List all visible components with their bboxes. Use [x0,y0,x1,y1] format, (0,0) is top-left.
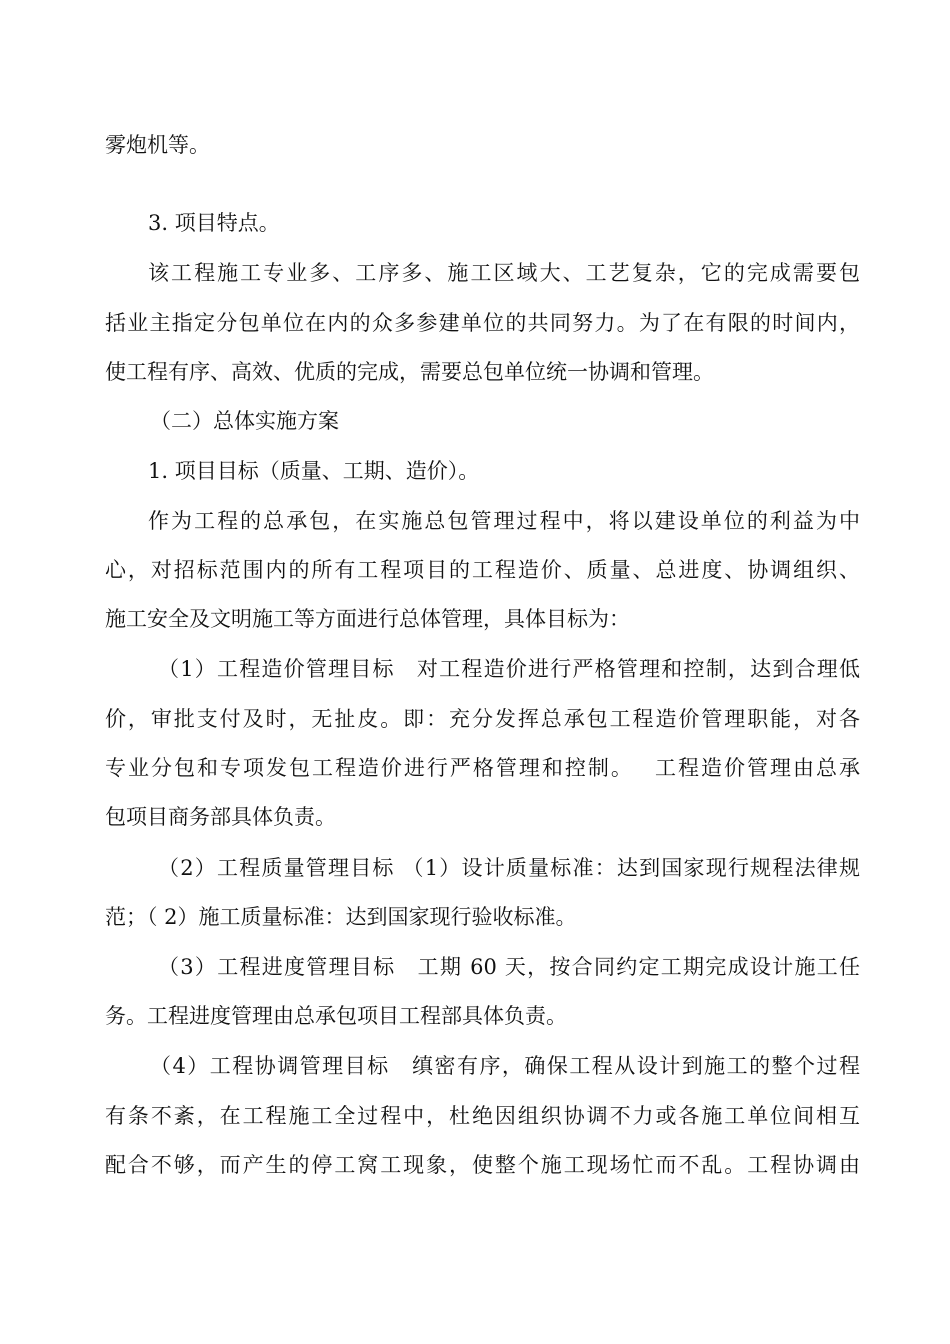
paragraph-line-coordination-goal: （4）工程协调管理目标 缜密有序，确保工程从设计到施工的整个过程 [150,1054,860,1078]
paragraph-line: 配合不够，而产生的停工窝工现象，使整个施工现场忙而不乱。工程协调由 [105,1153,860,1177]
paragraph-line: 使工程有序、高效、优质的完成，需要总包单位统一协调和管理。 [105,360,714,384]
paragraph-line: 作为工程的总承包，在实施总包管理过程中，将以建设单位的利益为中 [148,509,860,533]
paragraph-line-schedule-goal: （3）工程进度管理目标 工期 60 天，按合同约定工期完成设计施工任 [158,955,860,979]
paragraph-line: 括业主指定分包单位在内的众多参建单位的共同努力。为了在有限的时间内， [105,311,860,335]
paragraph-line: 该工程施工专业多、工序多、施工区域大、工艺复杂，它的完成需要包 [148,261,860,285]
paragraph-line: 有条不紊，在工程施工全过程中，杜绝因组织协调不力或各施工单位间相互 [105,1104,860,1128]
paragraph-line: 心，对招标范围内的所有工程项目的工程造价、质量、总进度、协调组织、 [105,558,860,582]
paragraph-line-quality-goal: （2）工程质量管理目标 （1）设计质量标准：达到国家现行规程法律规 [158,856,860,880]
paragraph-line: 务。工程进度管理由总承包项目工程部具体负责。 [105,1004,567,1028]
subsection-heading-project-goals: 1. 项目目标（质量、工期、造价）。 [148,459,480,483]
paragraph-line: 包项目商务部具体负责。 [105,805,336,829]
paragraph-line: 专业分包和专项发包工程造价进行严格管理和控制。 工程造价管理由总承 [105,756,860,780]
paragraph-line: 价，审批支付及时，无扯皮。即：充分发挥总承包工程造价管理职能，对各 [105,707,860,731]
paragraph-line: 范；（ 2）施工质量标准：达到国家现行验收标准。 [105,905,577,929]
paragraph-line: 施工安全及文明施工等方面进行总体管理，具体目标为： [105,607,630,631]
text-line-continuation: 雾炮机等。 [105,133,210,157]
section-heading-project-features: 3. 项目特点。 [148,211,280,235]
paragraph-line-cost-goal: （1）工程造价管理目标 对工程造价进行严格管理和控制，达到合理低 [158,657,860,681]
section-heading-overall-plan: （二）总体实施方案 [150,409,339,433]
